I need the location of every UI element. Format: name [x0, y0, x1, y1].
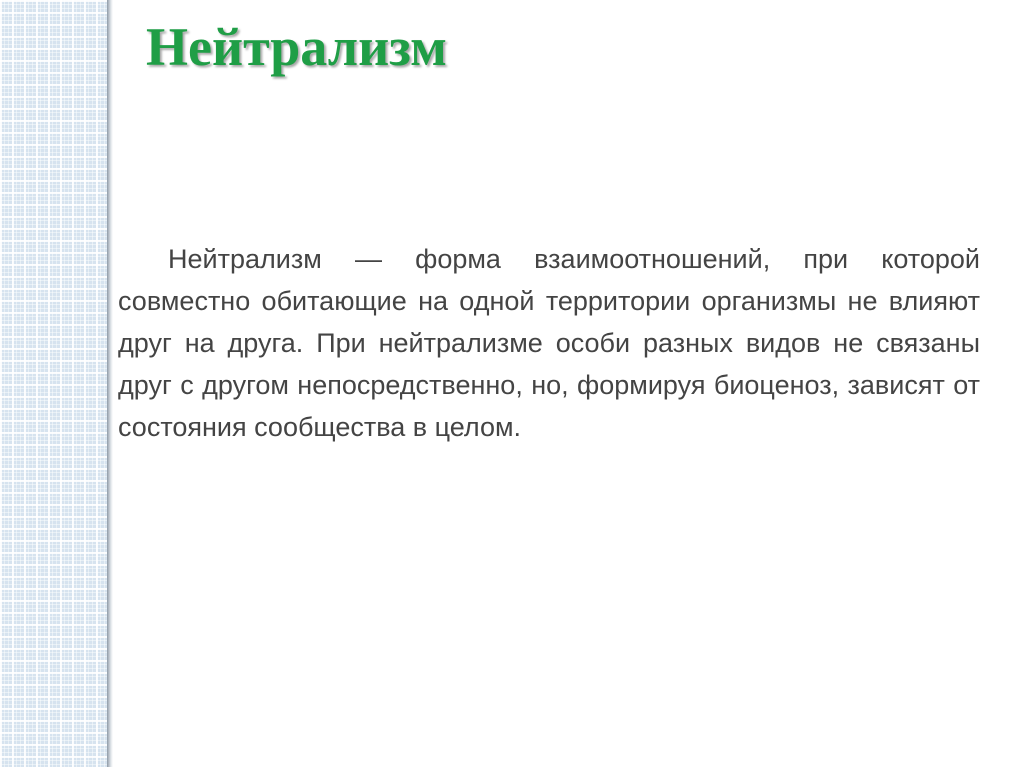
slide-title: Нейтрализм: [146, 17, 447, 77]
side-band-edge-shadow: [107, 0, 113, 767]
body-paragraph: Нейтрализм — форма взаимоотношений, при которой совместно обитающие на одной территории организмы не влияют друг на друга. При нейтрализме особи разных видов не связаны друг с другом непосредственно, но, формируя биоценоз, зависят от состояния сообщества в целом.: [118, 244, 980, 442]
decorative-side-band: [0, 0, 107, 767]
